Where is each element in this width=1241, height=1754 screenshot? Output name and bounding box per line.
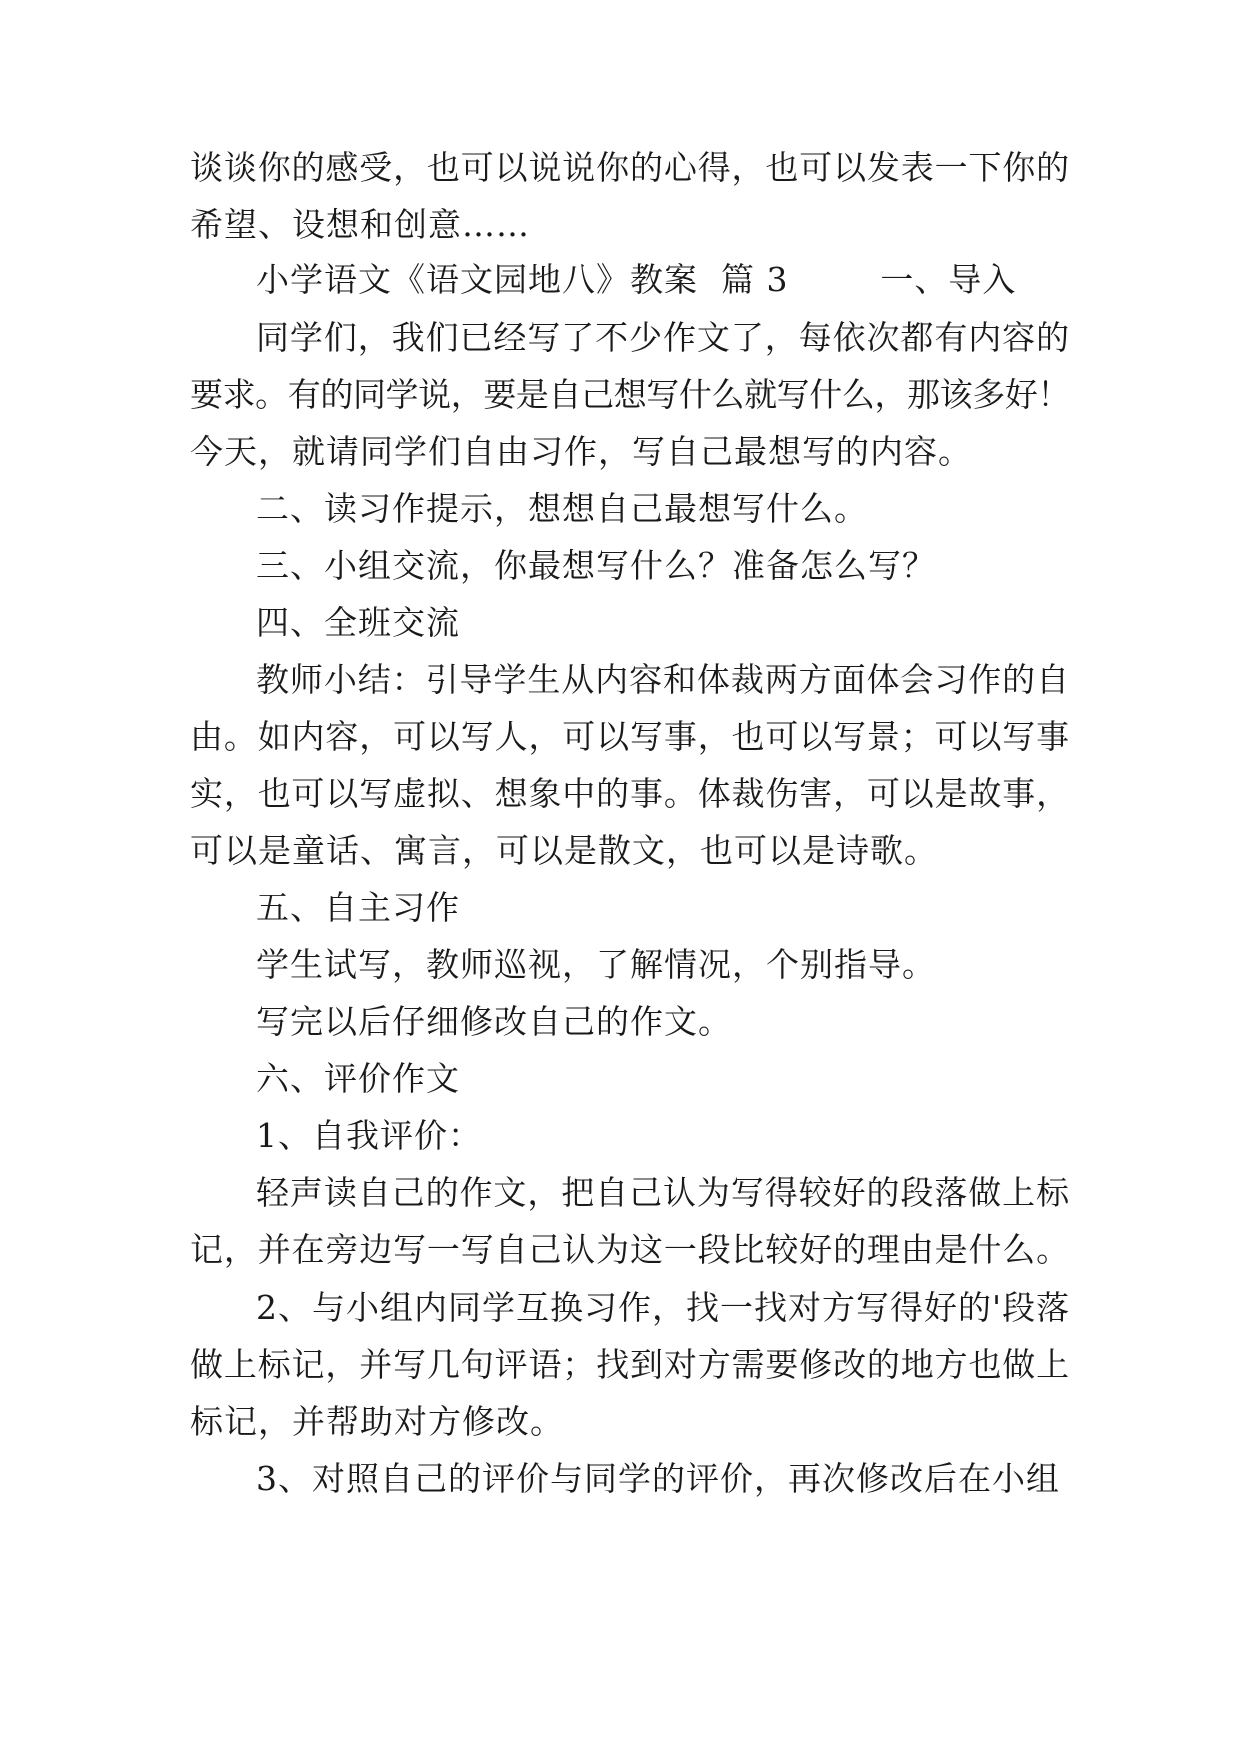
text-line: 教师小结：引导学生从内容和体裁两方面体会习作的自 — [256, 660, 1070, 699]
text-line: 四、全班交流 — [256, 603, 460, 642]
text-line: 同学们，我们已经写了不少作文了，每依次都有内容的 — [256, 318, 1070, 357]
text-line: 六、评价作文 — [256, 1059, 460, 1098]
text-line: 希望、设想和创意…… — [190, 205, 530, 244]
text-line: 记，并在旁边写一写自己认为这一段比较好的理由是什么。 — [190, 1230, 1070, 1269]
text-line: 轻声读自己的作文，把自己认为写得较好的段落做上标 — [256, 1173, 1070, 1212]
text-line: 谈谈你的感受，也可以说说你的心得，也可以发表一下你的 — [190, 148, 1070, 187]
text-line: 学生试写，教师巡视，了解情况，个别指导。 — [256, 945, 936, 984]
text-line: 由。如内容，可以写人，可以写事，也可以写景；可以写事 — [190, 717, 1070, 756]
text-line: 3、对照自己的评价与同学的评价，再次修改后在小组 — [256, 1459, 1060, 1498]
text-line: 标记，并帮助对方修改。 — [190, 1402, 564, 1441]
text-line: 要求。有的同学说，要是自己想写什么就写什么，那该多好！ — [190, 375, 1071, 414]
text-line: 五、自主习作 — [256, 888, 460, 927]
text-line: 三、小组交流，你最想写什么？准备怎么写？ — [256, 546, 936, 585]
text-line: 1、自我评价： — [256, 1116, 482, 1155]
text-line: 今天，就请同学们自由习作，写自己最想写的内容。 — [190, 432, 972, 471]
text-line: 2、与小组内同学互换习作，找一找对方写得好的'段落 — [256, 1288, 1071, 1327]
text-line: 写完以后仔细修改自己的作文。 — [256, 1002, 732, 1041]
text-line: 二、读习作提示，想想自己最想写什么。 — [256, 489, 868, 528]
text-line: 做上标记，并写几句评语；找到对方需要修改的地方也做上 — [190, 1345, 1070, 1384]
text-line: 实，也可以写虚拟、想象中的事。体裁伤害，可以是故事， — [190, 774, 1070, 813]
section-heading: 小学语文《语文园地八》教案 篇 3 一、导入 — [256, 260, 1017, 299]
text-line: 可以是童话、寓言，可以是散文，也可以是诗歌。 — [190, 831, 938, 870]
